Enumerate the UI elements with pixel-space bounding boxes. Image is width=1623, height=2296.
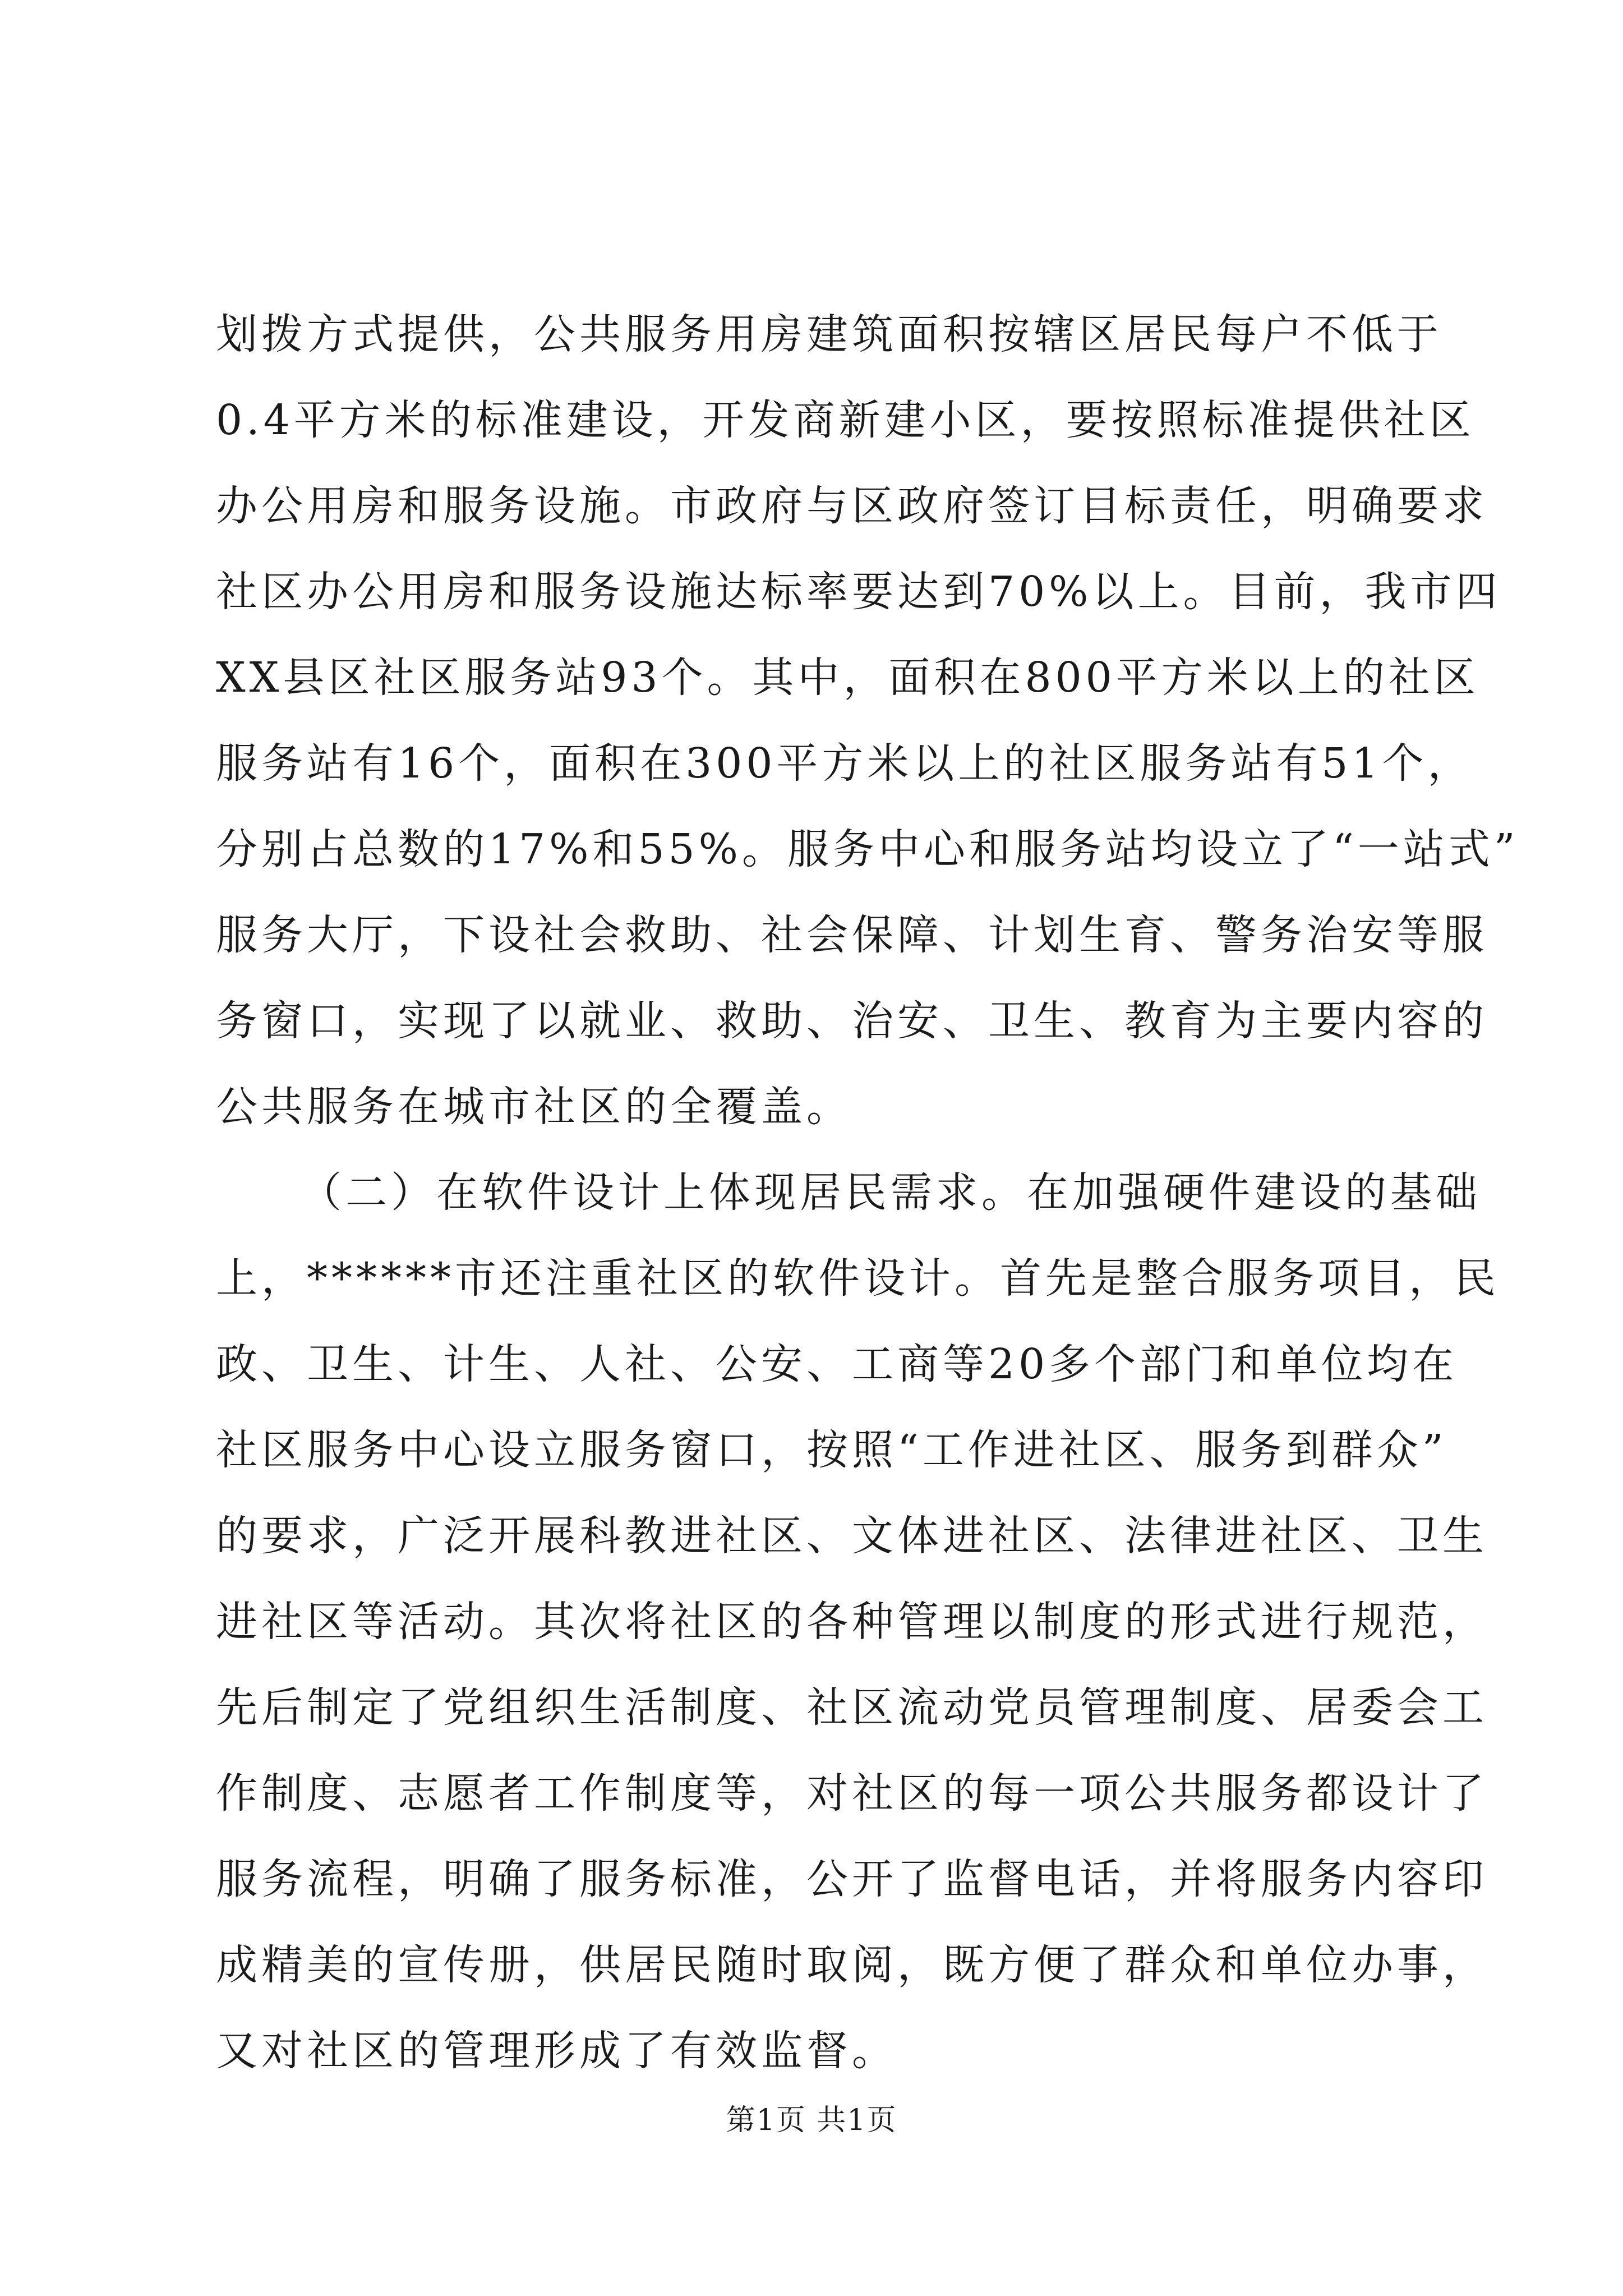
text-line: 成精美的宣传册，供居民随时取阅，既方便了群众和单位办事， — [216, 1941, 1488, 1989]
text-line: 的要求，广泛开展科教进社区、文体进社区、法律进社区、卫生 — [216, 1512, 1488, 1560]
text-line: 进社区等活动。其次将社区的各种管理以制度的形式进行规范， — [216, 1598, 1488, 1646]
text-line: 0.4平方米的标准建设，开发商新建小区，要按照标准提供社区 — [216, 396, 1475, 444]
document-body — [216, 292, 1519, 2094]
text-line: 办公用房和服务设施。市政府与区政府签订目标责任，明确要求 — [216, 482, 1488, 530]
page-footer — [0, 2101, 1623, 2140]
text-line: 务窗口，实现了以就业、救助、治安、卫生、教育为主要内容的 — [216, 997, 1488, 1045]
text-line: 政、卫生、计生、人社、公安、工商等20多个部门和单位均在 — [216, 1340, 1458, 1388]
text-line: 服务大厅，下设社会救助、社会保障、计划生育、警务治安等服 — [216, 911, 1488, 959]
text-line: 社区服务中心设立服务窗口，按照“工作进社区、服务到群众” — [216, 1426, 1447, 1474]
text-line: 社区办公用房和服务设施达标率要达到70%以上。目前，我市四 — [216, 568, 1501, 616]
text-line: 又对社区的管理形成了有效监督。 — [216, 2027, 897, 2075]
text-line: 作制度、志愿者工作制度等，对社区的每一项公共服务都设计了 — [216, 1769, 1488, 1818]
text-line: 分别占总数的17%和55%。服务中心和服务站均设立了“一站式” — [216, 825, 1519, 873]
page-number: 第1页 共1页 — [726, 2104, 897, 2137]
text-line: 上，******市还注重社区的软件设计。首先是整合服务项目，民 — [216, 1254, 1500, 1303]
text-line: 先后制定了党组织生活制度、社区流动党员管理制度、居委会工 — [216, 1683, 1488, 1732]
section-heading-line: （二）在软件设计上体现居民需求。在加强硬件建设的基础 — [300, 1168, 1481, 1217]
text-line: XX县区社区服务站93个。其中，面积在800平方米以上的社区 — [216, 654, 1479, 702]
text-line: 服务流程，明确了服务标准，公开了监督电话，并将服务内容印 — [216, 1855, 1488, 1903]
text-line: 公共服务在城市社区的全覆盖。 — [216, 1083, 852, 1131]
text-line: 服务站有16个，面积在300平方米以上的社区服务站有51个， — [216, 739, 1473, 788]
text-line: 划拨方式提供，公共服务用房建筑面积按辖区居民每户不低于 — [216, 310, 1442, 358]
